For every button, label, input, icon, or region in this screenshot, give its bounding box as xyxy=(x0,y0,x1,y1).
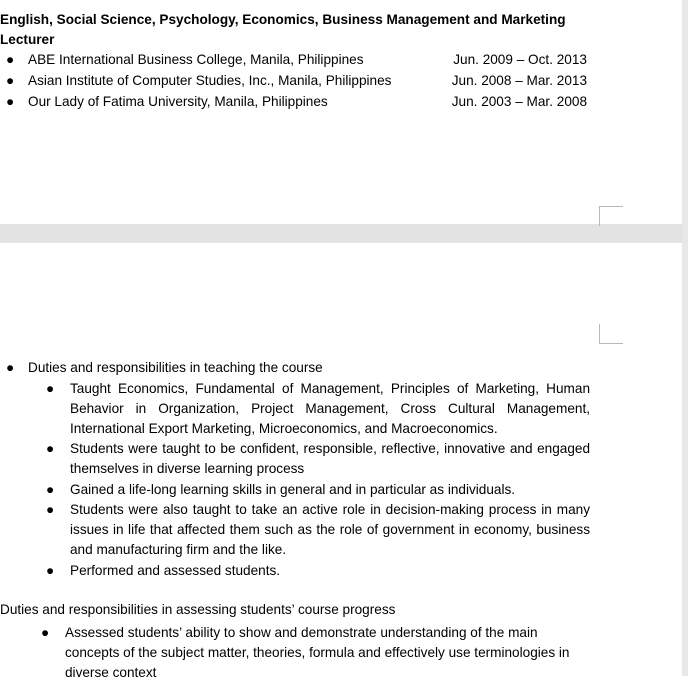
bullet-icon: ● xyxy=(6,52,15,67)
employment-dates: Jun. 2008 – Mar. 2013 xyxy=(451,73,587,88)
teaching-duty-item: Students were also taught to take an active role in decision-making process in many issues in life that affected them such as the role of government in economy, business and manufacturing firm and the like. xyxy=(70,502,590,557)
employment-entry xyxy=(0,50,600,70)
assessing-duties-title: Duties and responsibilities in assessing students’ course progress xyxy=(0,602,396,617)
bullet-icon: ● xyxy=(41,625,50,640)
job-title-heading: English, Social Science, Psychology, Economics, Business Management and Marketing Lecturer xyxy=(0,12,566,47)
bullet-icon: ● xyxy=(46,381,55,396)
vertical-scrollbar-track[interactable] xyxy=(682,0,688,676)
bullet-icon: ● xyxy=(46,441,55,456)
employer-name: ABE International Business College, Manila, Philippines xyxy=(28,52,364,67)
bullet-icon: ● xyxy=(6,360,15,375)
teaching-duty-item: Performed and assessed students. xyxy=(70,563,281,578)
page-margin-corner-mark xyxy=(599,206,623,226)
teaching-duty-item: Students were taught to be confident, responsible, reflective, innovative and engaged themselves in diverse learning process xyxy=(70,441,590,476)
page-break-gap xyxy=(0,224,688,243)
employment-entry xyxy=(0,92,600,112)
bullet-icon: ● xyxy=(6,94,15,109)
bullet-icon: ● xyxy=(46,502,55,517)
page-margin-corner-mark xyxy=(599,324,623,344)
teaching-duty-item: Taught Economics, Fundamental of Management, Principles of Marketing, Human Behavior in Organization, Project Management, Cross Cultural Management, International Export Marketing, Microeconomics, and Macroeconomics. xyxy=(70,381,590,436)
bullet-icon: ● xyxy=(46,563,55,578)
employment-dates: Jun. 2009 – Oct. 2013 xyxy=(453,52,587,67)
employment-entry xyxy=(0,71,600,91)
employer-name: Our Lady of Fatima University, Manila, Philippines xyxy=(28,94,328,109)
employer-name: Asian Institute of Computer Studies, Inc., Manila, Philippines xyxy=(28,73,392,88)
bullet-icon: ● xyxy=(46,482,55,497)
teaching-duties-title: Duties and responsibilities in teaching the course xyxy=(28,360,323,375)
employment-dates: Jun. 2003 – Mar. 2008 xyxy=(451,94,587,109)
bullet-icon: ● xyxy=(6,73,15,88)
assessing-duty-item: Assessed students’ ability to show and demonstrate understanding of the main concepts of the subject matter, theories, formula and effectively use terminologies in diverse context xyxy=(65,625,570,680)
teaching-duty-item: Gained a life-long learning skills in general and in particular as individuals. xyxy=(70,482,516,497)
